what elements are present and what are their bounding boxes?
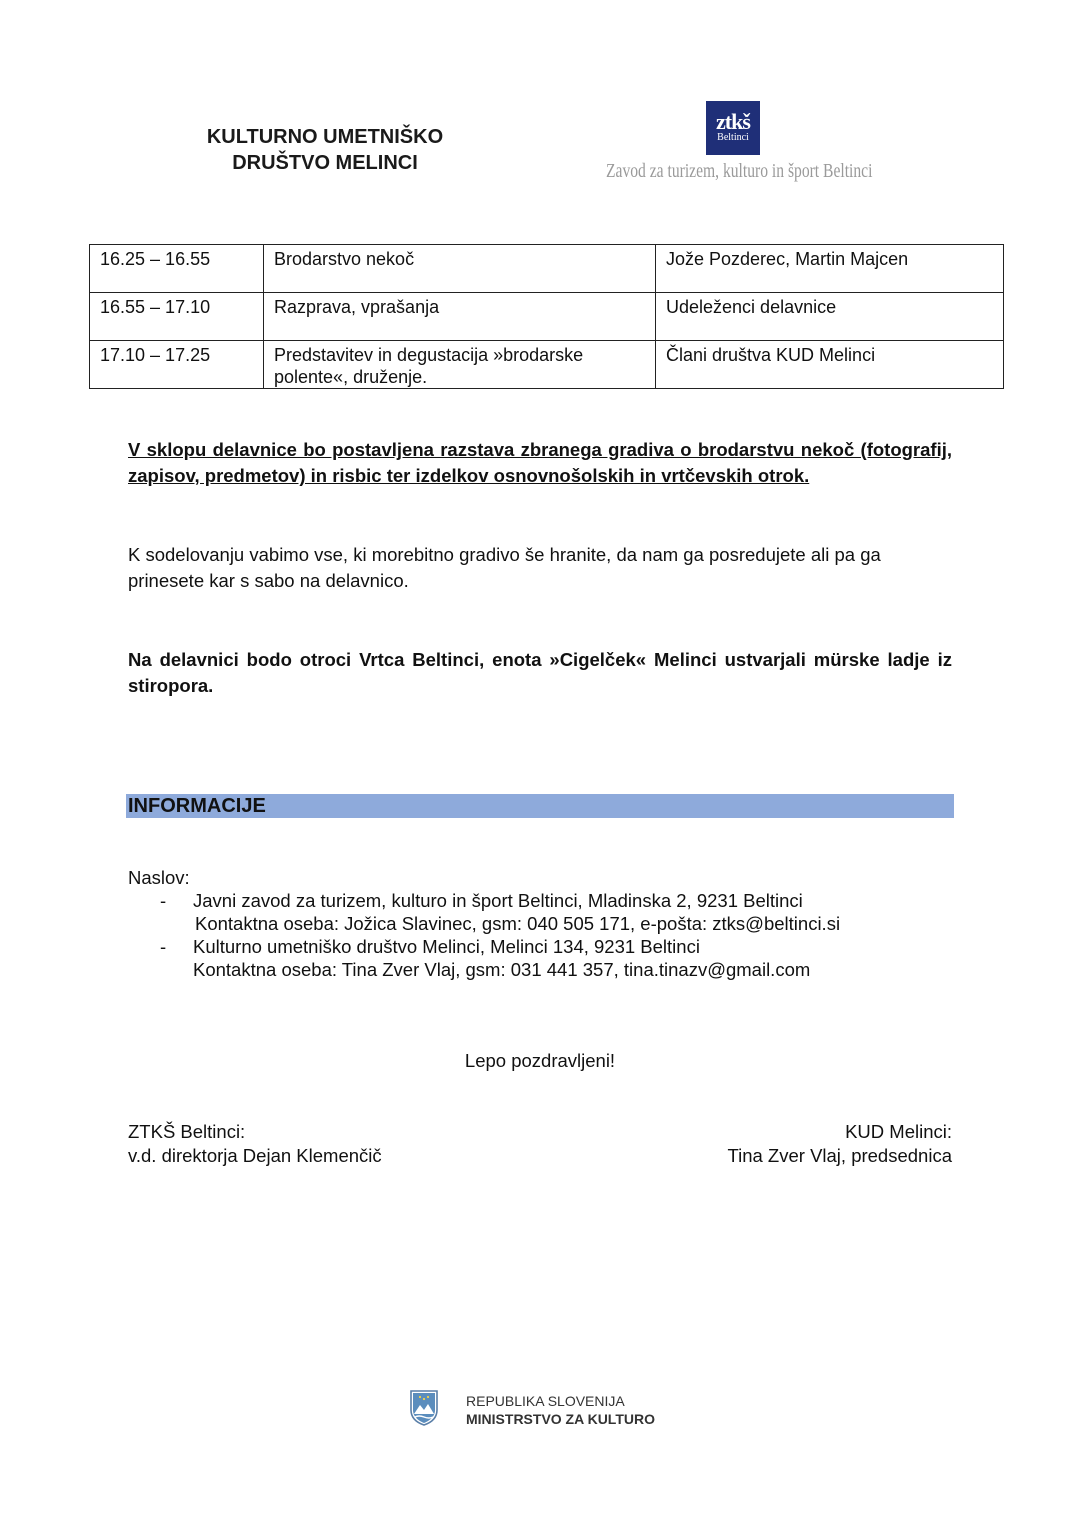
address-item xyxy=(160,935,960,981)
ztks-logo-subtitle: Beltinci xyxy=(717,132,749,143)
table-row xyxy=(90,341,1004,389)
organization-title xyxy=(190,124,460,176)
schedule-presenter: Člani društva KUD Melinci xyxy=(656,341,1004,389)
org-title-line-1: KULTURNO UMETNIŠKO xyxy=(206,126,444,148)
ztks-logo-tagline: Zavod za turizem, kulturo in šport Beltinci xyxy=(606,160,873,182)
invitation-paragraph: K sodelovanju vabimo vse, ki morebitno gradivo še hranite, da nam ga posredujete ali pa ga prinesete kar s sabo na delavnico. xyxy=(128,544,881,591)
signature-name: v.d. direktorja Dejan Klemenčič xyxy=(128,1145,382,1166)
table-row xyxy=(90,293,1004,341)
schedule-table xyxy=(89,244,1004,389)
list-dash: - xyxy=(160,890,167,911)
address-line: Javni zavod za turizem, kulturo in šport Beltinci, Mladinska 2, 9231 Beltinci xyxy=(193,890,803,911)
list-dash: - xyxy=(160,936,167,957)
signature-org: ZTKŠ Beltinci: xyxy=(128,1121,246,1142)
schedule-time: 17.10 – 17.25 xyxy=(90,341,264,389)
org-title-line-2: DRUŠTVO MELINCI xyxy=(232,152,418,174)
footer-line-2: MINISTRSTVO ZA KULTURO xyxy=(466,1411,655,1427)
children-paragraph: Na delavnici bodo otroci Vrtca Beltinci, enota »Cigelček« Melinci ustvarjali mürske ladje iz stiropora. xyxy=(128,649,952,696)
footer-line-1: REPUBLIKA SLOVENIJA xyxy=(466,1393,625,1409)
schedule-presenter: Udeleženci delavnice xyxy=(656,293,1004,341)
schedule-time: 16.25 – 16.55 xyxy=(90,245,264,293)
ministry-footer xyxy=(466,1392,655,1428)
slovenia-coat-of-arms-icon xyxy=(410,1390,438,1426)
address-line: Kulturno umetniško društvo Melinci, Melinci 134, 9231 Beltinci xyxy=(193,936,700,957)
info-heading: INFORMACIJE xyxy=(126,794,954,818)
ztks-logo-mark: ztkš xyxy=(716,109,750,134)
contact-line: Kontaktna oseba: Jožica Slavinec, gsm: 040 505 171, e-pošta: ztks@beltinci.si xyxy=(195,913,841,934)
table-row xyxy=(90,245,1004,293)
signature-name: Tina Zver Vlaj, predsednica xyxy=(727,1145,952,1166)
ztks-logo xyxy=(706,101,760,155)
address-item xyxy=(160,889,960,935)
exhibition-paragraph: V sklopu delavnice bo postavljena razstava zbranega gradiva o brodarstvu nekoč (fotografij, zapisov, predmetov) in risbic ter izdelkov osnovnošolskih in vrtčevskih otrok. xyxy=(128,439,952,486)
signature-left xyxy=(128,1120,382,1168)
signature-org: KUD Melinci: xyxy=(845,1121,952,1142)
address-label: Naslov: xyxy=(128,867,190,888)
schedule-activity: Predstavitev in degustacija »brodarske polente«, druženje. xyxy=(264,341,656,389)
greeting: Lepo pozdravljeni! xyxy=(464,1050,616,1071)
schedule-activity: Razprava, vprašanja xyxy=(264,293,656,341)
signature-right xyxy=(727,1120,952,1168)
schedule-activity: Brodarstvo nekoč xyxy=(264,245,656,293)
schedule-time: 16.55 – 17.10 xyxy=(90,293,264,341)
contact-line: Kontaktna oseba: Tina Zver Vlaj, gsm: 031 441 357, tina.tinazv@gmail.com xyxy=(193,959,811,980)
schedule-presenter: Jože Pozderec, Martin Majcen xyxy=(656,245,1004,293)
